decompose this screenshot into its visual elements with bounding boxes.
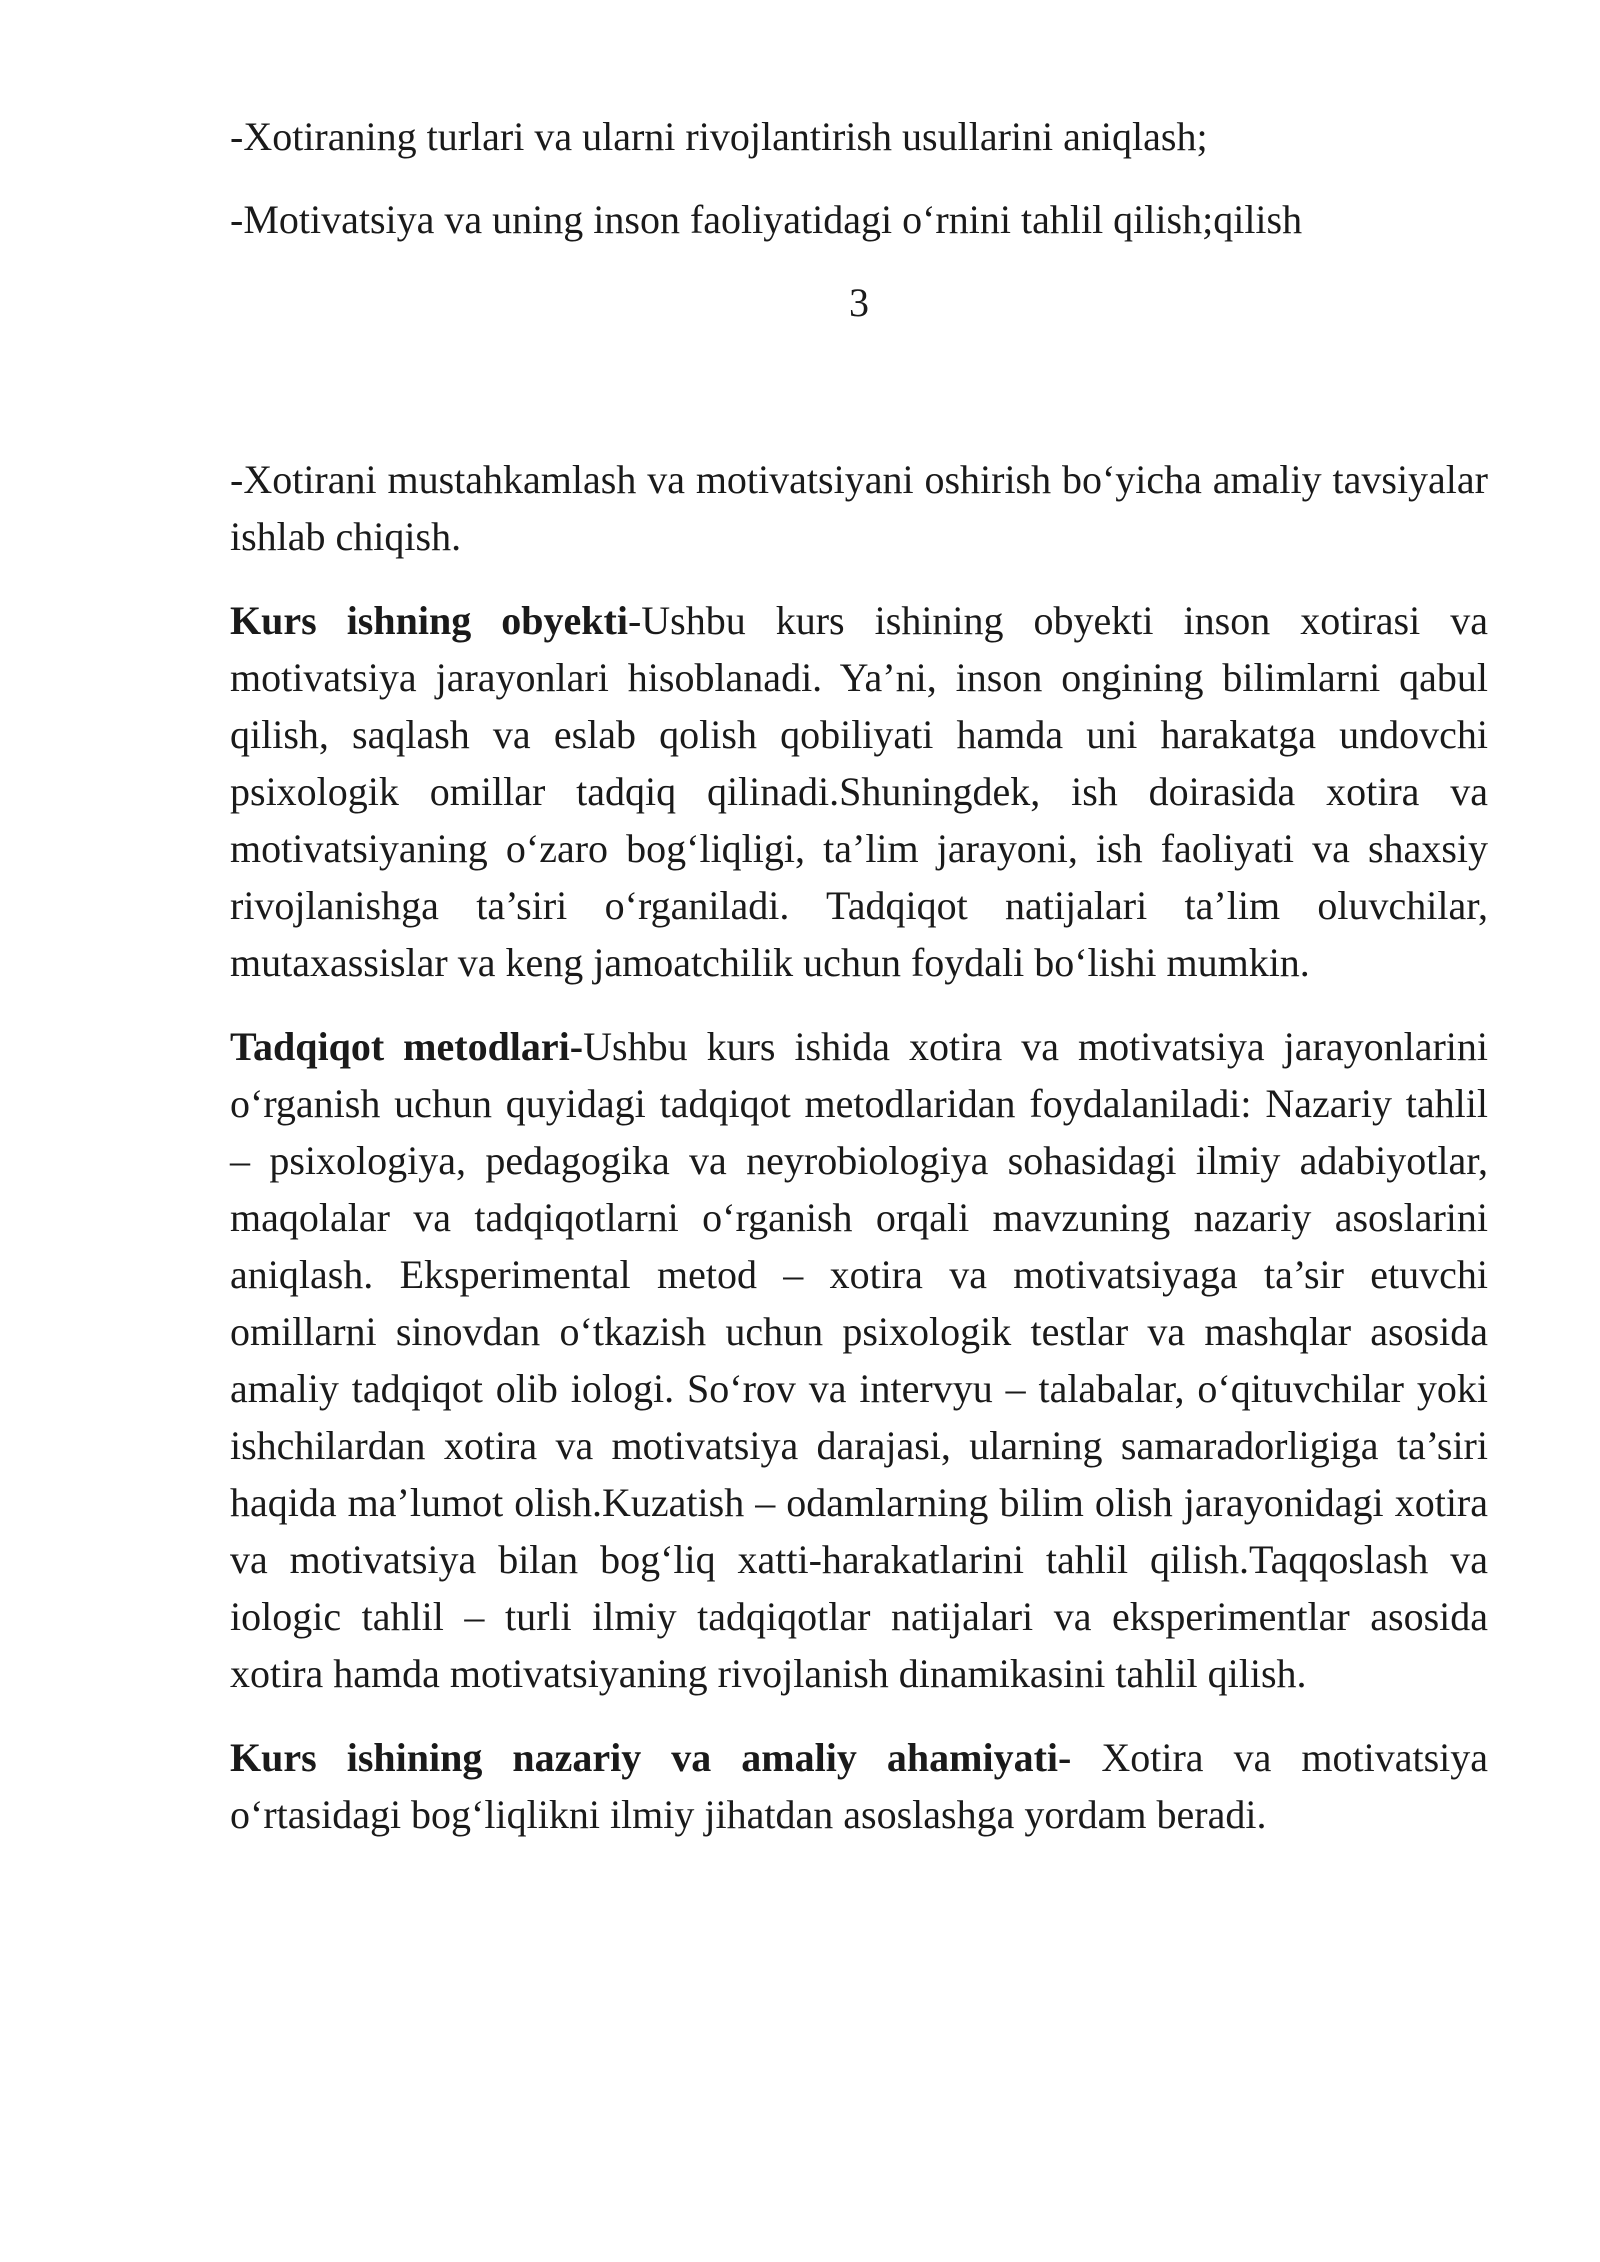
objective-item: -Xotiraning turlari va ularni rivojlantirish usullarini aniqlash; (230, 114, 1208, 159)
significance-paragraph (230, 1729, 1488, 1843)
object-heading: Kurs ishning obyekti (230, 598, 628, 643)
significance-text: Xotira va motivatsiya o‘rtasidagi bog‘liqlikni ilmiy jihatdan asoslashga yordam beradi. (230, 1735, 1488, 1837)
methods-text: Ushbu kurs ishida xotira va motivatsiya jarayonlarini o‘rganish uchun quyidagi tadqiqot metodlaridan foydalaniladi: Nazariy tahlil – psixologiya, pedagogika va neyrobiologiya sohasidagi ilmiy adabiyotlar, maqolalar va tadqiqotlarni o‘rganish orqali mavzuning nazariy asoslarini aniqlash. Eksperimental metod – xotira va motivatsiyaga ta’sir etuvchi omillarni sinovdan o‘tkazish uchun psixologik testlar va mashqlar asosida amaliy tadqiqot olib iologi. So‘rov va intervyu – talabalar, o‘qituvchilar yoki ishchilardan xotira va motivatsiya darajasi, ularning samaradorligiga ta’siri haqida ma’lumot olish.Kuzatish – odamlarning bilim olish jarayonidagi xotira va motivatsiya bilan bog‘liq xatti-harakatlarini tahlil qilish.Taqqoslash va iologic tahlil – turli ilmiy tadqiqotlar natijalari va eksperimentlar asosida xotira hamda motivatsiyaning rivojlanish dinamikasini tahlil qilish. (230, 1024, 1489, 1696)
document-page (230, 108, 1488, 1870)
objective-item: -Xotirani mustahkamlash va motivatsiyani oshirish bo‘yicha amaliy tavsiyalar ishlab chiqish. (230, 457, 1488, 559)
methods-paragraph (230, 1018, 1488, 1702)
object-paragraph (230, 592, 1488, 991)
objective-item: -Motivatsiya va uning inson faoliyatidagi o‘rnini tahlil qilish;qilish (230, 197, 1303, 242)
methods-heading: Tadqiqot metodlari- (230, 1024, 584, 1069)
significance-heading: Kurs ishining nazariy va amaliy ahamiyati- (230, 1735, 1072, 1780)
object-text: -Ushbu kurs ishining obyekti inson xotirasi va motivatsiya jarayonlari hisoblanadi. Ya’ni, inson ongining bilimlarni qabul qilish, saqlash va eslab qolish qobiliyati hamda uni harakatga undovchi psixologik omillar tadqiq qilinadi.Shuningdek, ish doirasida xotira va motivatsiyaning o‘zaro bog‘liqligi, ta’lim jarayoni, ish faoliyati va shaxsiy rivojlanishga ta’siri o‘rganiladi. Tadqiqot natijalari ta’lim oluvchilar, mutaxassislar va keng jamoatchilik uchun foydali bo‘lishi mumkin. (230, 598, 1489, 985)
page-number: 3 (849, 280, 869, 325)
